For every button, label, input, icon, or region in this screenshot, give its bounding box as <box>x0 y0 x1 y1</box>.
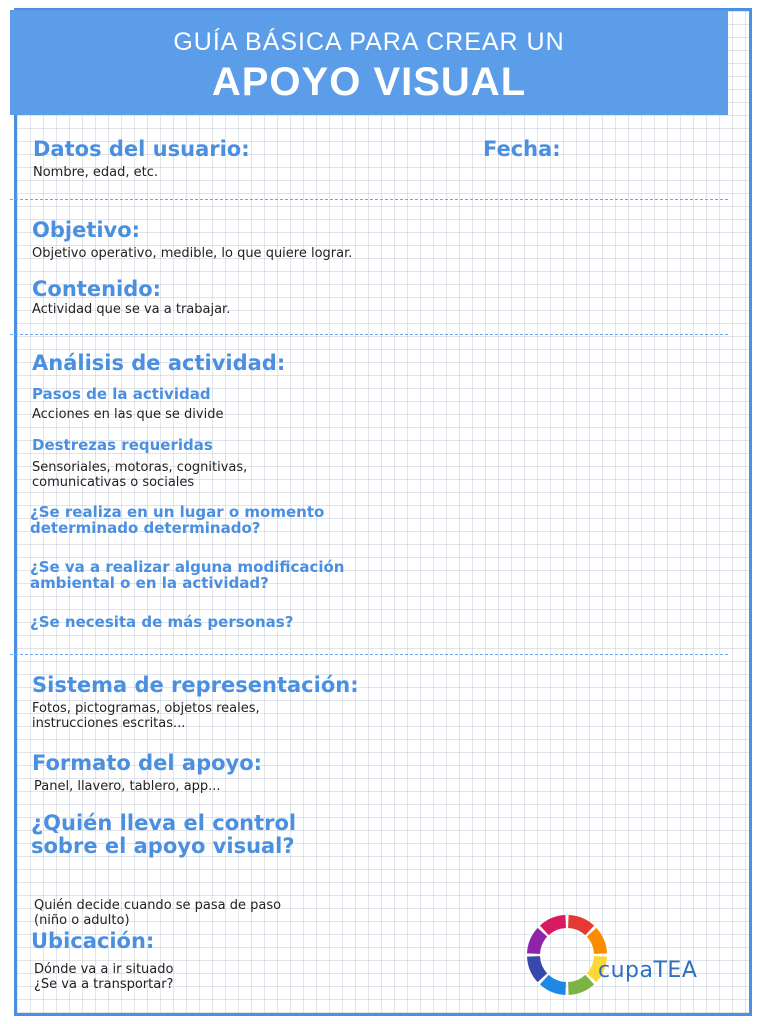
control-question-line-1: ¿Quién lleva el control <box>31 811 297 835</box>
logo-ring-segment <box>527 956 547 982</box>
section-divider <box>10 334 728 335</box>
title-banner <box>10 10 728 115</box>
representation-system-desc-1: Fotos, pictogramas, objetos reales, <box>32 701 260 716</box>
modification-question-line-1: ¿Se va a realizar alguna modificación <box>30 558 345 576</box>
user-data-heading: Datos del usuario: <box>33 137 250 161</box>
control-question-line-2: sobre el apoyo visual? <box>31 834 295 858</box>
logo-ring-segment <box>587 928 607 954</box>
title-line-1: GUÍA BÁSICA PARA CREAR UN <box>173 28 565 56</box>
place-question-line-2: determinado determinado? <box>30 519 261 537</box>
people-question: ¿Se necesita de más personas? <box>30 613 294 631</box>
logo-ring-segment <box>527 928 547 954</box>
modification-question-line-2: ambiental o en la actividad? <box>30 574 269 592</box>
activity-steps-desc: Acciones en las que se divide <box>32 407 224 422</box>
location-desc-2: ¿Se va a transportar? <box>34 977 174 992</box>
objective-heading: Objetivo: <box>32 218 141 242</box>
location-desc-1: Dónde va a ir situado <box>34 962 174 977</box>
user-data-desc: Nombre, edad, etc. <box>33 165 159 180</box>
place-question-line-1: ¿Se realiza en un lugar o momento <box>30 503 325 521</box>
section-divider <box>10 654 728 655</box>
representation-system-heading: Sistema de representación: <box>32 673 359 697</box>
activity-steps-heading: Pasos de la actividad <box>32 385 211 403</box>
cupatea-logo-icon <box>510 905 710 1005</box>
required-skills-desc-1: Sensoriales, motoras, cognitivas, <box>32 460 248 475</box>
representation-system-desc-2: instrucciones escritas... <box>32 716 186 731</box>
location-heading: Ubicación: <box>31 929 155 953</box>
logo-ring-segment <box>568 975 594 995</box>
title-line-2: APOYO VISUAL <box>211 60 527 104</box>
content-desc: Actividad que se va a trabajar. <box>32 302 231 317</box>
date-heading: Fecha: <box>483 137 561 161</box>
required-skills-desc-2: comunicativas o sociales <box>32 475 195 490</box>
activity-analysis-heading: Análisis de actividad: <box>32 351 286 375</box>
section-divider <box>10 199 728 200</box>
control-desc-2: (niño o adulto) <box>34 913 130 928</box>
control-desc-1: Quién decide cuando se pasa de paso <box>34 898 282 913</box>
logo-ring-segment <box>540 975 566 995</box>
required-skills-heading: Destrezas requeridas <box>32 436 213 454</box>
content-heading: Contenido: <box>32 277 162 301</box>
support-format-desc: Panel, llavero, tablero, app... <box>34 779 221 794</box>
objective-desc: Objetivo operativo, medible, lo que quiere lograr. <box>32 246 353 261</box>
logo-ring-segment <box>568 915 594 935</box>
logo-wordmark: cupaTEA <box>598 958 698 983</box>
logo-ring-segment <box>540 915 566 935</box>
support-format-heading: Formato del apoyo: <box>32 751 263 775</box>
